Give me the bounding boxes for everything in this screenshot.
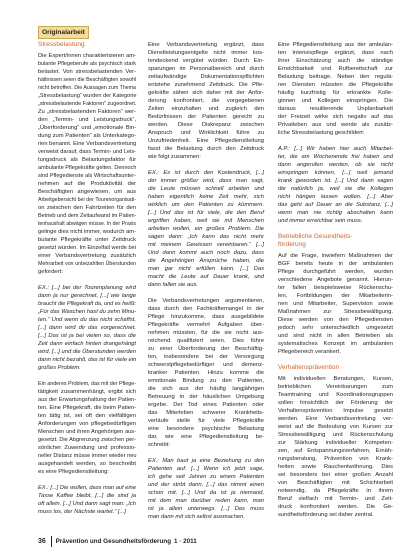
text-line: betrieblichen Vereinbarungen zum — [278, 384, 393, 390]
text-line: Ein anderes Problem, das mit der Pflege- — [38, 381, 137, 387]
text-line: dar, wie eine Pflegedienstleitung be- — [148, 434, 264, 440]
page-number: 36 — [38, 538, 46, 545]
text-line: Zeit dann einfach hinten drangehängt — [38, 341, 136, 347]
text-line: daraus resultierende Unplanbarkeit — [278, 106, 393, 112]
text-line: ihrer Einschätzung auch die ständige — [278, 58, 393, 64]
text-line: arbeiten wollen, ein großes Problem. Die — [148, 226, 264, 232]
text-line: Arbeitgebersicht bei der Tourenorganisati- — [38, 197, 136, 203]
text-line: braucht die Pflegekraft da, und es heißt: — [38, 301, 136, 307]
text-line: Unzufriedenheit. Eine Pflegedienstleitung — [148, 138, 264, 144]
text-line: entstehe zunehmend Zeitdruck. Die Pfle- — [148, 82, 264, 88]
text-line: sind Pflegedienste als Wirtschaftsunter- — [38, 173, 136, 179]
journal-title: Prävention und Gesundheitsförderung — [55, 538, 172, 545]
text-line: gesetzt. Die Abgrenzung zwischen per- — [38, 437, 136, 443]
text-line: eine besondere psychische Belastung — [148, 426, 264, 432]
text-line: neller Distanz müsse immer wieder neu — [38, 453, 137, 459]
text-line: wie folgt zusammen: — [148, 154, 201, 160]
text-line: sei besonders bei einer großen Anzahl — [278, 472, 393, 478]
text-line: reichend qualifiziert seien. Dies führe — [148, 338, 264, 344]
text-line: tenhaushalt abwägen müsse. In der Praxis — [38, 221, 136, 227]
text-line: bulante Pflegekräfte unter Zeitdruck — [38, 237, 136, 243]
text-line: mit dem man darüber reden kann, man — [148, 498, 264, 504]
text-line: werden. Eine Verbandsvertretung ver- — [278, 416, 393, 422]
text-line: systematisches Konzept im ambulanten — [278, 341, 393, 347]
text-line: den „Termin- und Leistungsdruck“, — [38, 117, 136, 123]
interview-quote — [278, 145, 393, 225]
text-line: ten tätig ist, sei oft den vielfältigen — [38, 413, 136, 419]
text-line: Zu „stressbelastenden Faktoren“ wer- — [38, 109, 136, 115]
text-line: liche Stressbelastung geschildert: — [278, 130, 365, 136]
text-line: sönlicher Zuwendung und professio- — [38, 445, 136, 451]
text-line: Pflegekräfte vermehrt Aufgaben über- — [148, 322, 264, 328]
text-line: Belastung beitrage. Neben den regulä- — [278, 74, 393, 80]
text-line: [...] dann wird dir das vorgerechnet. — [38, 325, 136, 331]
text-line: Teamtraining und Koordinationsgruppen — [278, 392, 393, 398]
text-line: Pflegebereich verankert. — [278, 349, 341, 355]
text-line: ten. Eine Pflegekraft, die beim Patien- — [38, 405, 136, 411]
text-line: der immer größer wird, dass man sagt, — [148, 178, 264, 184]
text-line: einspringen können, [...] weil jemand — [278, 170, 393, 176]
text-line: Die Verbandsvertretungen argumentieren, — [148, 298, 264, 304]
text-line: verschiedene Angebote genannt. Hierun- — [278, 277, 393, 283]
text-line: förderung — [278, 241, 306, 248]
text-line: dass durch den Fachkräftemangel in der — [148, 306, 264, 312]
section-heading — [278, 364, 393, 372]
text-line: Mit individuellen Beratungen, Kursen, — [278, 376, 393, 382]
text-line: on zwischen den Fahrtzeiten für den — [38, 205, 136, 211]
interview-quote — [38, 484, 136, 516]
text-line: Betrieb und dem Zeitaufwand im Patien- — [38, 213, 137, 219]
text-line: zeitaufwändige Dokumentationspflichten — [148, 74, 264, 80]
text-line: einer Verbandsvertretung zusätzlich — [38, 253, 136, 259]
text-line: Eine Verbandsvertretung ergänzt, dass — [148, 42, 264, 48]
text-line: die natürlich ja, weil sie die Kollegen — [278, 186, 393, 192]
text-line: zur Stärkung individueller Kompeten- — [278, 440, 393, 446]
text-line: EX.: [...] Die wollen, dass man auf eine — [38, 485, 136, 491]
section-heading — [278, 233, 393, 249]
text-line: krank geworden ist. [...] Und dann sagen — [278, 178, 393, 184]
page-footer — [38, 536, 197, 547]
text-line: EX.: Es ist durch den Kostendruck, [...] — [148, 170, 264, 176]
text-line: jedoch sehr unterschiedlich umgesetzt — [278, 325, 393, 331]
text-line: rungsberatung, Prävention von Krank- — [278, 456, 393, 462]
text-line: weist auf die Bedeutung von Kursen zur — [278, 424, 393, 430]
section-tag: Originalarbeit — [38, 26, 89, 39]
journal-issue: 1 · 2011 — [174, 538, 197, 545]
text-line: bulante Pflegeberufe als psychisch stark — [38, 61, 136, 67]
text-line: von Beschäftigten mit Schichtarbeit — [278, 480, 393, 486]
text-line: Patienten auf. [...] Wenn ich jetzt sage, — [148, 466, 264, 472]
text-line: kranker Patienten. Hinzu komme die — [148, 370, 264, 376]
text-line: und sind nicht in allen Betrieben als — [278, 333, 393, 339]
text-line: die Angehörigen Ansprüche haben, die — [148, 258, 264, 264]
text-line: gelinge dies nicht immer, wodurch am- — [38, 229, 136, 235]
text-line: [...] Das ist ja bei vielen so, dass die — [38, 333, 136, 339]
text-line: hältnissen seien die Beschäftigten sowohl — [38, 77, 137, 83]
section-heading — [38, 41, 136, 49]
text-column-left — [38, 41, 136, 524]
text-line: dann angerufen werden, ob sie nicht — [278, 162, 393, 168]
text-line: tendeckend vergütet würden. Durch Ein- — [148, 58, 264, 64]
text-line: tungsdruck als Belastungsfaktor für — [38, 157, 136, 163]
text-line: ausgehandelt werden, so beschreibt — [38, 461, 136, 467]
text-line: ren Diensten müssten die Pflegekräfte — [278, 82, 393, 88]
text-line: Pflege hinzukomme, dass ausgebildete — [148, 314, 264, 320]
text-line: nicht hängen lassen wollen. [...] Aber — [278, 194, 393, 200]
text-line: haben eigentlich keine Zeit mehr, sich — [148, 194, 264, 200]
text-line: wird, [...] und die Überstunden werden — [38, 349, 136, 355]
text-line: schwerstpflegebedürftiger und demenz- — [148, 362, 264, 368]
text-line: dann fallen sie aus. — [148, 282, 198, 288]
body-paragraph — [38, 52, 136, 276]
text-line: Stressbelastung — [38, 41, 85, 48]
text-line: „Für das Waschen hast du zehn Minu- — [38, 309, 137, 315]
text-line: Mehrarbeit von unbezahlten Überstunden — [38, 261, 136, 267]
text-line: wirklich um den Patienten zu kümmern. — [148, 202, 264, 208]
text-line: die Leute müssen schnell arbeiten und — [148, 186, 264, 192]
text-line: Und dann kommt auch noch dazu, dass — [148, 250, 264, 256]
text-line: ist ja allein unterwegs. [...] Das muss — [148, 506, 264, 512]
text-line: verläufe stelle für viele Pflegekräfte — [148, 418, 264, 424]
text-line: Pflege durchgeführt werden, wurden — [278, 269, 393, 275]
text-line: sagen dann: „Ich kann das nicht mehr — [148, 234, 264, 240]
text-line: und immer erreichbar sein muss. — [278, 218, 363, 224]
text-line: Eine Pflegedienstleitung aus der ambulan- — [278, 42, 393, 48]
text-line: gesetzt würden. Im Einzelfall werde bei — [38, 245, 136, 251]
body-paragraph — [278, 375, 393, 519]
body-paragraph — [148, 297, 264, 449]
text-line: len, Fortbildungen der Mitarbeiterin- — [278, 293, 393, 299]
text-line: wenn man nie richtig abschalten kann — [278, 210, 393, 216]
text-line: Beruf vielfach mit Termin- und Zeit- — [278, 496, 393, 502]
text-line: dann nicht bezahlt, das ist für viele ein — [38, 357, 137, 363]
text-line: muss los, der Nächste wartet.“ [...] — [38, 509, 126, 515]
text-line: werden. Diese Diskrepanz zwischen — [148, 122, 264, 128]
text-line: Dienstleistungsentgelte nicht immer kos- — [148, 50, 264, 56]
text-line: dann ja nur gerechnet, [...] wie lange — [38, 293, 136, 299]
text-line: Anforderungen von pflegebedürftigen — [38, 421, 136, 427]
text-line: die sich aus der häufig langjährigen — [148, 386, 264, 392]
text-line: Stressbewältigung und Rückenschulung — [278, 432, 393, 438]
text-line: Verhaltensprävention Impulse gesetzt — [278, 408, 393, 414]
text-line: man dann mit sich selbst ausmachen. — [148, 514, 245, 520]
text-line: das geht auf Dauer an die Substanz, [...] — [278, 202, 393, 208]
body-paragraph — [38, 380, 136, 476]
interview-quote — [148, 457, 264, 521]
text-line: Beschäftigten angewiesen, um aus — [38, 189, 136, 195]
text-line: nehmen auf die Produktivität der — [38, 181, 136, 187]
text-line: Privatleben aus und werde als zusätz- — [278, 122, 393, 128]
text-line: druck konfrontiert werden. Die Ge- — [278, 504, 393, 510]
body-paragraph — [278, 252, 393, 356]
footer-divider — [51, 536, 52, 547]
text-line: verweist darauf, dass Termin- und Leis- — [38, 149, 137, 155]
text-line: belastet. Von stressbelastenden Ver- — [38, 69, 136, 75]
interview-quote — [148, 169, 264, 289]
text-line: Anspruch und Wirklichkeit führe zu — [148, 130, 264, 136]
text-line: ten.“ Und wenn du das nicht schaffst, — [38, 317, 136, 323]
text-line: Maßnahmen zur Stressbewältigung. — [278, 309, 393, 315]
text-line: man gar nicht erfüllen kann. [...] Das — [148, 266, 264, 272]
text-line: „stressbelastende Faktoren“ zugeordnet. — [38, 101, 137, 107]
text-line: macht die Leute auf Dauer krank, und — [148, 274, 264, 280]
text-line: gekräfte sähen sich daher mit der Anfor- — [148, 90, 264, 96]
text-line: rien benannt. Eine Verbandsvertretung — [38, 141, 137, 147]
text-line: fasst die Belastung durch den Zeitdruck — [148, 146, 264, 152]
text-line: Betreuung in der häuslichen Umgebung — [148, 394, 264, 400]
text-line: der Freizeit wirke sich negativ auf das — [278, 114, 393, 120]
text-line: zu einer Überforderung der Beschäftig- — [148, 346, 264, 352]
text-line: ten Intensivpflege ergänzt, dass nach — [278, 50, 393, 56]
text-column-middle — [148, 41, 264, 529]
text-line: Die Expert/innen charakterisieren am- — [38, 53, 136, 59]
text-line: Erreichbarkeit und Rufbereitschaft zur — [278, 66, 393, 72]
text-line: es eine Pflegedienstleitung: — [38, 469, 109, 475]
text-line: ich gehe seit Jahren zu einem Patienten — [148, 474, 264, 480]
text-line: das Miterleben schwerer Krankheits- — [148, 410, 264, 416]
text-line: BGF bereits heute in der ambulanten — [278, 261, 393, 267]
text-line: ergriffen haben, weil sie mit Menschen — [148, 218, 264, 224]
text-line: dung zum Patienten“ als Unterkatego- — [38, 133, 136, 139]
text-line: [...] Und das ist für viele, die den Beruf — [148, 210, 264, 216]
text-line: „Stressbelastung“ wurden der Kategorie — [38, 93, 137, 99]
text-line: A.P.: [...] Wir haben hier auch Mitarbei- — [278, 146, 393, 152]
text-line: ergebe. Der Tod eines Patienten oder — [148, 402, 264, 408]
text-line: nicht betroffen. Die Aussagen zum Thema — [38, 85, 136, 91]
text-line: Bedürfnissen der Patienten gerecht zu — [148, 114, 264, 120]
text-line: schreibt: — [148, 442, 170, 448]
text-line: notwendig, da Pflegekräfte in ihrem — [278, 488, 393, 494]
text-line: zen, auf Entspannungsverfahren, Ernäh- — [278, 448, 393, 454]
text-line: Menschen und ihren Angehörigen aus- — [38, 429, 136, 435]
text-line: derung konfrontiert, die vorgegebenen — [148, 98, 264, 104]
text-line: großes Problem. — [38, 365, 81, 371]
text-line: tätigkeit zusammenhängt, ergibt sich — [38, 389, 136, 395]
text-line: oft allein. [...] Und dann sagt man: „Ich — [38, 501, 136, 507]
interview-quote — [38, 284, 136, 372]
text-line: nehmen müssten, für die sie nicht aus- — [148, 330, 264, 336]
text-line: EX.: Man baut ja eine Beziehung zu den — [148, 458, 264, 464]
text-line: Tasse Kaffee bleibt, [...] die sind ja — [38, 493, 136, 499]
text-line: Verhaltensprävention — [278, 364, 340, 371]
text-line: aus der Erwartungshaltung der Patien- — [38, 397, 137, 403]
text-line: Betriebliche Gesundheits- — [278, 233, 353, 240]
text-column-right — [278, 41, 393, 527]
text-line: emotionale Bindung zu den Patienten, — [148, 378, 264, 384]
text-line: ter, die am Wochenende frei haben und — [278, 154, 393, 160]
text-line: ginnen und Kollegen einspringen. Die — [278, 98, 393, 104]
body-paragraph — [278, 41, 393, 137]
text-line: Diese werden von den Pflegediensten — [278, 317, 393, 323]
text-line: ter fallen beispielsweise Rückenschu- — [278, 285, 393, 291]
text-line: schon mit. [...] Und da ist ja niemand, — [148, 490, 264, 496]
text-line: EX.: [...] bei der Tourenplanung wird — [38, 285, 136, 291]
text-line: mit meinem Gewissen vereinbaren.“ [...] — [148, 242, 264, 248]
text-line: sundheitsförderung sei daher zentral. — [278, 512, 374, 518]
text-line: „Überforderung“ und „emotionale Bin- — [38, 125, 136, 131]
text-line: ambulante Pflegekräfte gelten. Dennoch — [38, 165, 137, 171]
text-line: sollen hinsichtlich der Förderung der — [278, 400, 393, 406]
text-line: ten, insbesondere bei der Versorgung — [148, 354, 264, 360]
text-line: sparungen im Personalbereich und durch — [148, 66, 264, 72]
text-line: nen und Mitarbeiter, Supervision sowie — [278, 301, 393, 307]
text-line: heiten sowie Rauchentwöhnung. Dies — [278, 464, 393, 470]
text-line: häufig kurzfristig für erkrankte Kolle- — [278, 90, 393, 96]
text-line: gefordert: — [38, 269, 63, 275]
text-line: Auf die Frage, inwiefern Maßnahmen der — [278, 253, 393, 259]
text-line: und der stirbt dann, [...] das nimmt einen — [148, 482, 264, 488]
body-paragraph — [148, 41, 264, 161]
text-line: Zeiten einzuhalten und zugleich den — [148, 106, 264, 112]
